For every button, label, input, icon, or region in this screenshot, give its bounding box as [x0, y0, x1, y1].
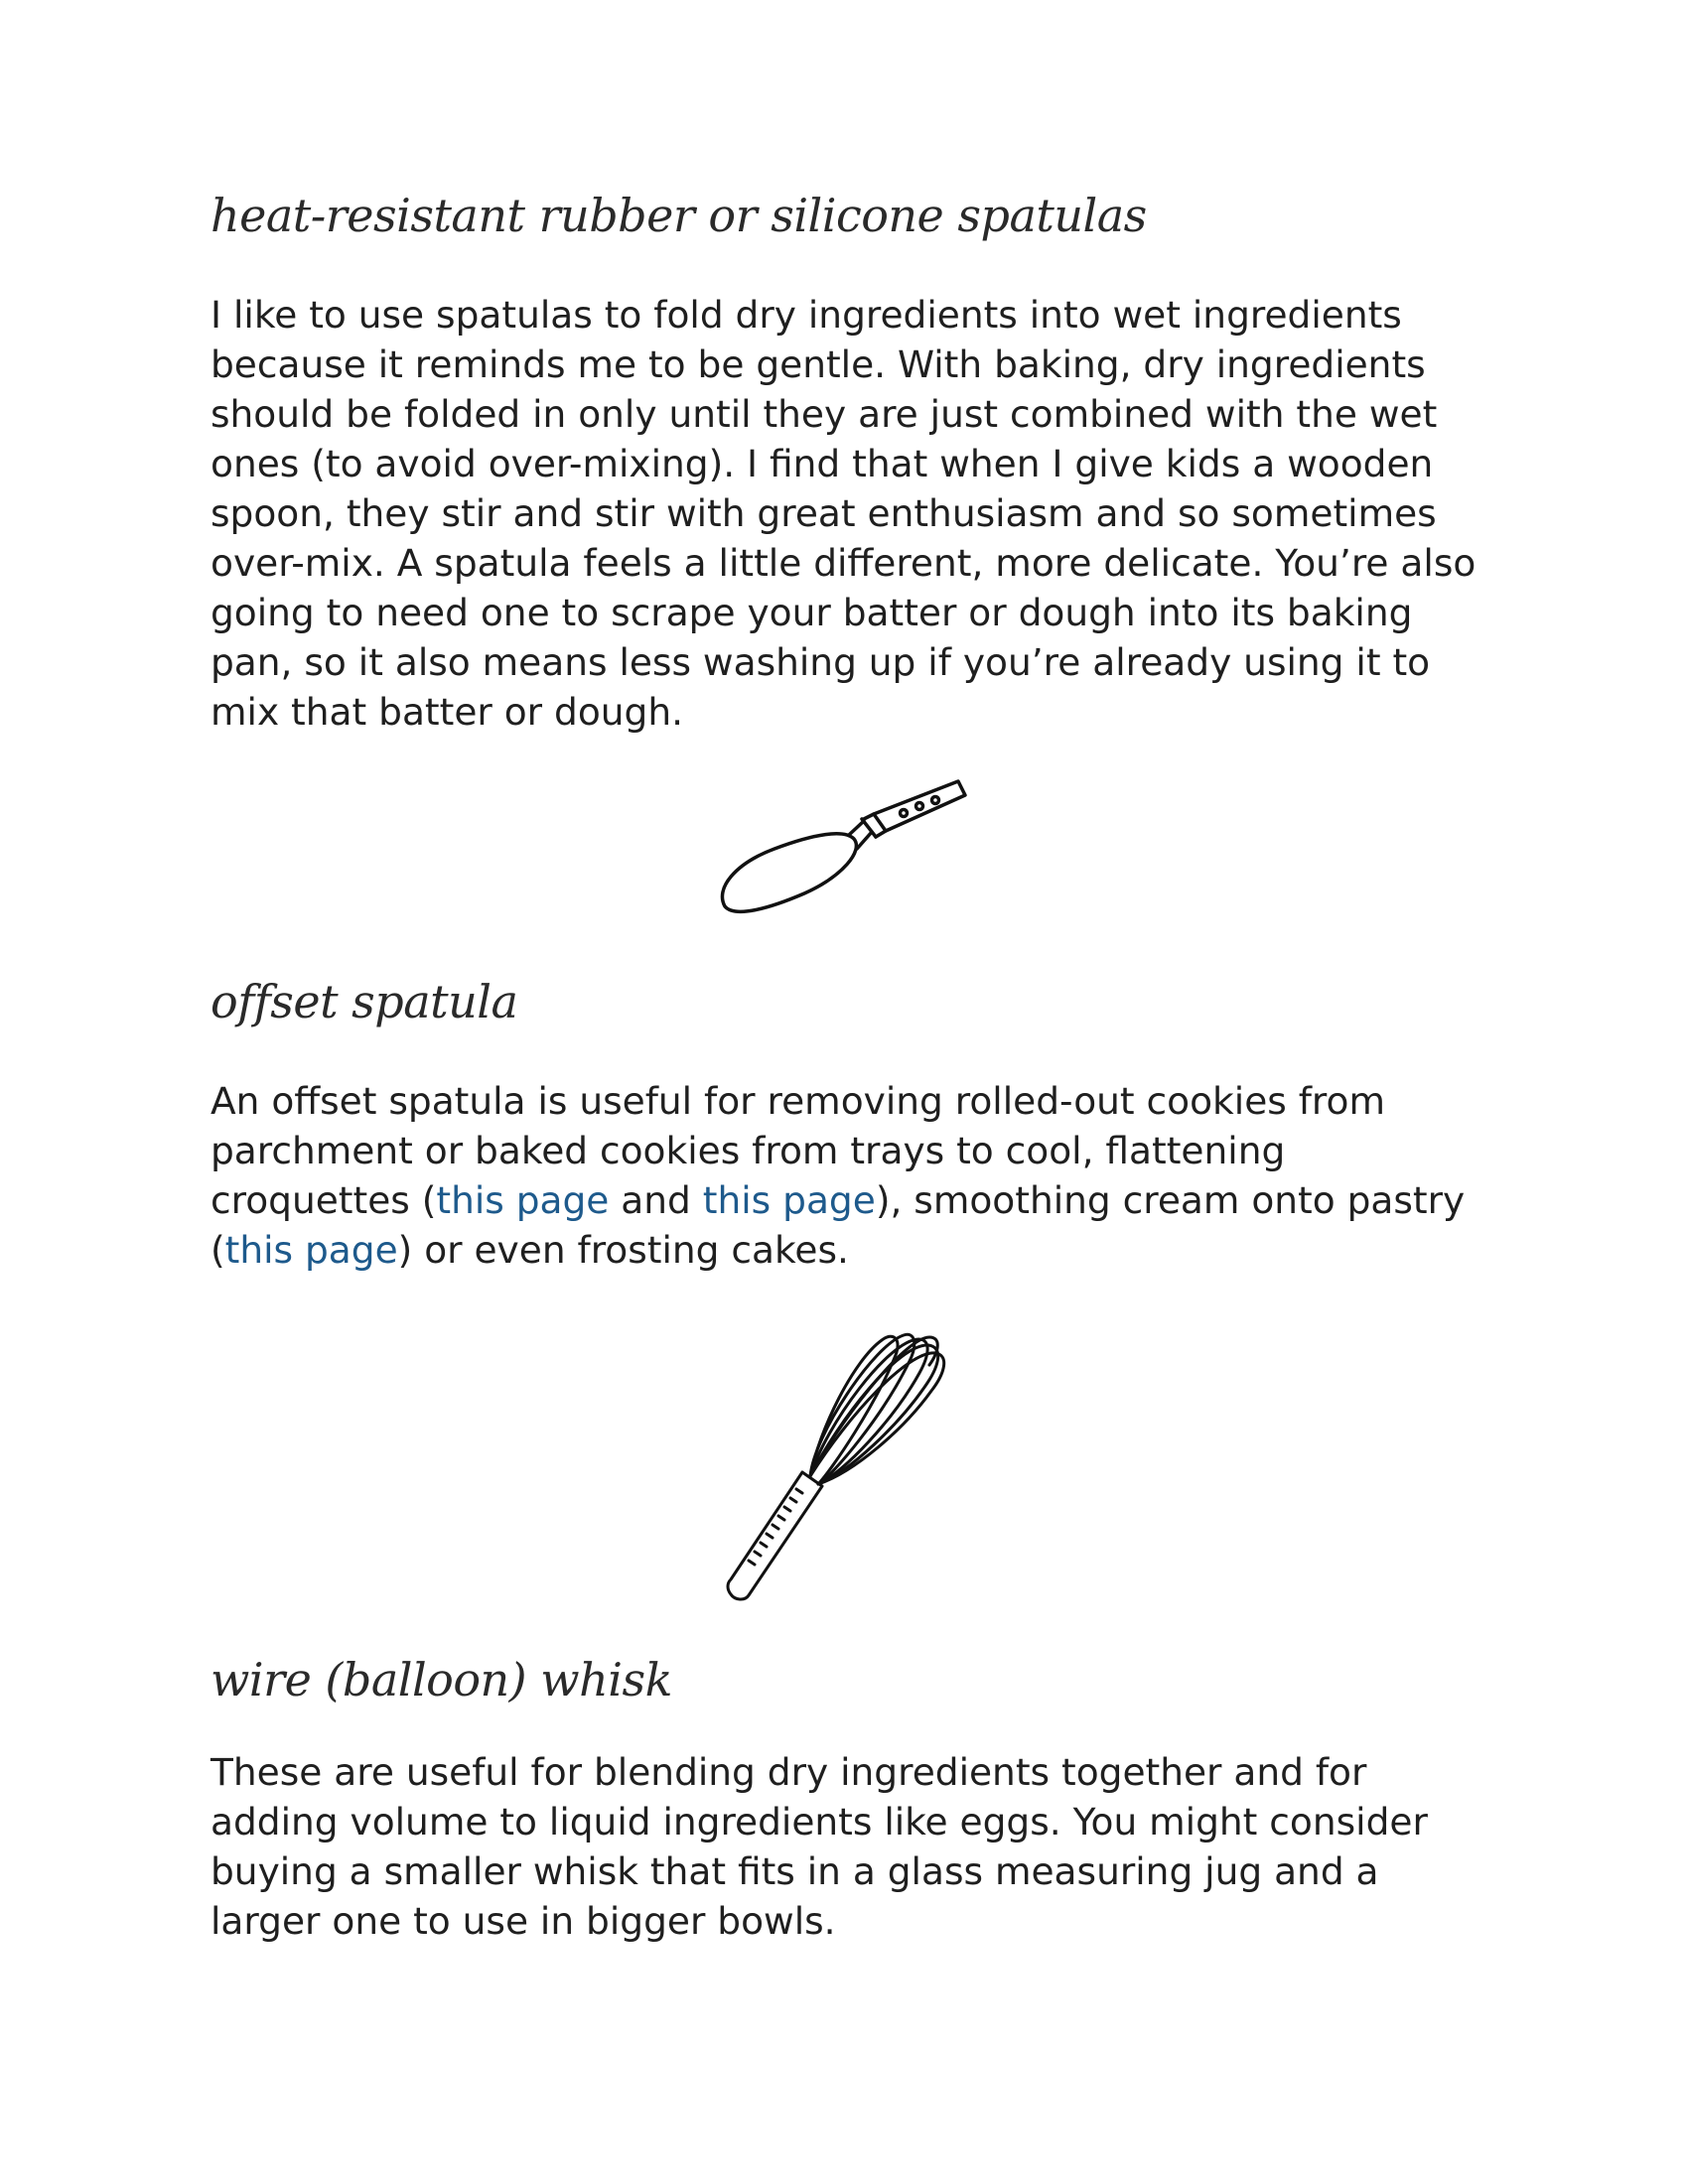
spatula-icon	[715, 769, 973, 928]
paragraph-text: ) or even frosting cakes.	[397, 1228, 849, 1272]
this-page-link-3[interactable]: this page	[224, 1228, 398, 1272]
section-heading-spatulas: heat-resistant rubber or silicone spatulas	[211, 189, 1147, 242]
paragraph-text: An offset spatula is useful for removing rolled-out cookies from parchment or baked cookies from trays to cool, flattening croquettes (	[211, 1079, 1385, 1222]
paragraph-text: and	[609, 1178, 703, 1222]
this-page-link-2[interactable]: this page	[702, 1178, 876, 1222]
section-paragraph-whisk: These are useful for blending dry ingredients together and for adding volume to liquid ingredients like eggs. You might consider buying a smaller whisk that fits in a glass measuring jug and a larger one to use in bigger bowls.	[211, 1750, 1428, 1943]
whisk-icon	[705, 1315, 983, 1603]
section-paragraph-spatulas: I like to use spatulas to fold dry ingredients into wet ingredients because it reminds me to be gentle. With baking, dry ingredients should be folded in only until they are just combined with the wet ones (to avoid over-mixing). I find that when I give kids a wooden spoon, they stir and stir with great enthusiasm and so sometimes over-mix. A spatula feels a little different, more delicate. You’re also going to need one to scrape your batter or dough into its baking pan, so it also means less washing up if you’re already using it to mix that batter or dough.	[211, 293, 1477, 734]
section-heading-whisk: wire (balloon) whisk	[211, 1653, 672, 1706]
paragraph-text: ), smoothing cream onto pastry (	[211, 1178, 1466, 1272]
section-paragraph-offset-spatula	[211, 1076, 1491, 1275]
section-heading-offset-spatula: offset spatula	[211, 975, 518, 1028]
this-page-link-1[interactable]: this page	[436, 1178, 610, 1222]
